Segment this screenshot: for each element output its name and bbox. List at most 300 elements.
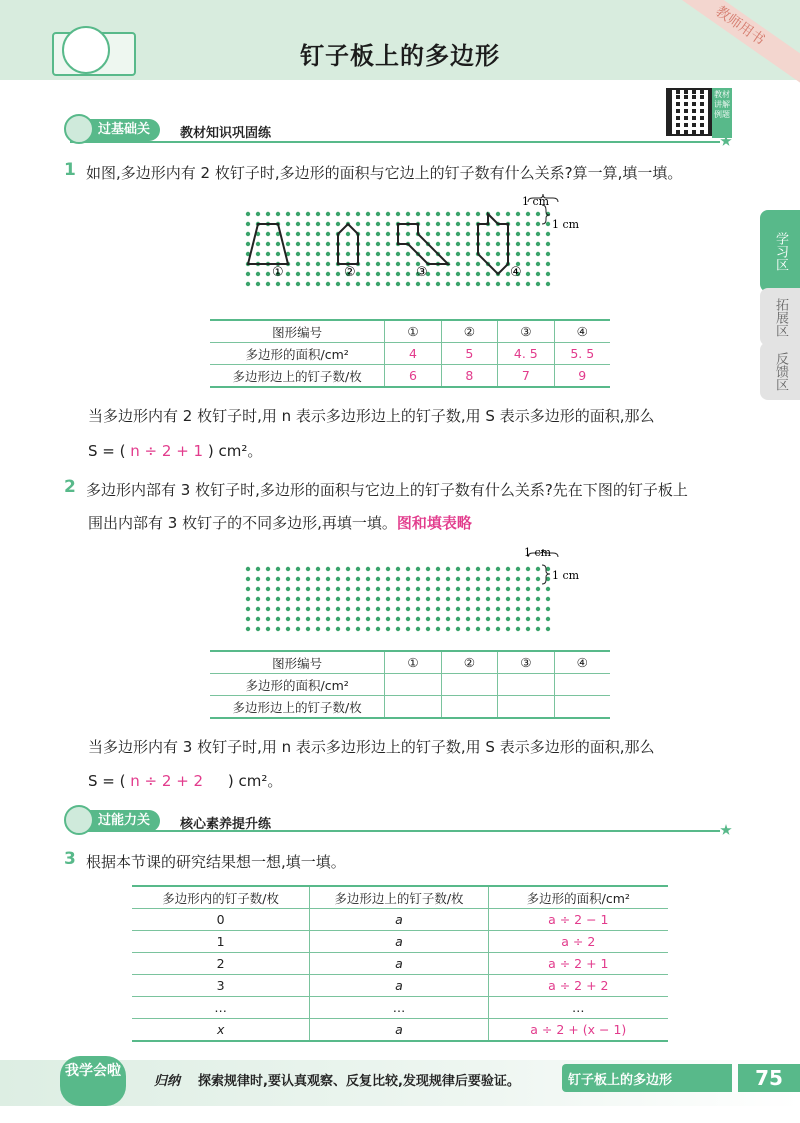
nail-dot — [376, 272, 380, 276]
nail-dot — [386, 587, 390, 591]
nail-dot — [376, 212, 380, 216]
nail-dot — [546, 272, 550, 276]
question-number: 3 — [64, 849, 76, 869]
nail-dot — [366, 222, 370, 226]
table-cell[interactable] — [441, 696, 497, 719]
q2-table — [210, 650, 610, 719]
nail-dot — [446, 252, 450, 256]
nail-dot — [256, 607, 260, 611]
nail-dot — [496, 252, 500, 256]
nail-dot — [406, 627, 410, 631]
nail-dot — [456, 222, 460, 226]
nail-dot — [376, 242, 380, 246]
nail-dot — [376, 567, 380, 571]
nail-dot — [486, 282, 490, 286]
nail-dot — [356, 597, 360, 601]
nail-dot — [396, 577, 400, 581]
nail-dot — [296, 262, 300, 266]
table-cell[interactable] — [441, 674, 497, 696]
nail-dot — [326, 262, 330, 266]
nail-dot — [356, 587, 360, 591]
nail-dot — [286, 627, 290, 631]
nail-dot — [356, 617, 360, 621]
nail-dot — [376, 222, 380, 226]
nail-dot — [496, 627, 500, 631]
nail-dot — [316, 232, 320, 236]
nail-dot — [446, 242, 450, 246]
nail-dot — [426, 587, 430, 591]
table-cell: a — [310, 931, 488, 953]
nail-dot — [246, 617, 250, 621]
nail-dot — [396, 607, 400, 611]
table-row — [132, 931, 668, 953]
nail-dot — [286, 282, 290, 286]
nail-dot — [426, 577, 430, 581]
nail-dot — [326, 597, 330, 601]
table-cell: … — [488, 997, 668, 1019]
nail-dot — [296, 607, 300, 611]
nail-dot — [286, 597, 290, 601]
nail-dot — [476, 627, 480, 631]
tab-expand[interactable]: 拓展区 — [760, 288, 800, 346]
nail-dot — [256, 212, 260, 216]
nail-dot — [516, 212, 520, 216]
nail-dot — [356, 577, 360, 581]
nail-dot — [366, 607, 370, 611]
nail-dot — [546, 262, 550, 266]
table-cell: 1 — [132, 931, 310, 953]
table-cell: 7 — [498, 365, 554, 388]
nail-dot — [416, 242, 420, 246]
nail-dot — [486, 607, 490, 611]
nail-dot — [286, 587, 290, 591]
nail-dot — [436, 242, 440, 246]
nail-dot — [346, 232, 350, 236]
nail-dot — [436, 617, 440, 621]
nail-dot — [376, 577, 380, 581]
nail-dot — [366, 597, 370, 601]
nail-dot — [436, 272, 440, 276]
nail-dot — [486, 232, 490, 236]
nail-dots — [246, 212, 550, 286]
nail-dot — [516, 627, 520, 631]
footer-badge: 我学会啦 — [60, 1056, 126, 1106]
table-cell: 6 — [385, 365, 441, 388]
nail-dot — [446, 607, 450, 611]
table-cell[interactable] — [498, 674, 554, 696]
q1-conclusion: 当多边形内有 2 枚钉子时,用 n 表示多边形边上的钉子数,用 S 表示多边形的面积,那么 — [88, 407, 655, 425]
nail-dot — [256, 577, 260, 581]
nail-dot — [396, 597, 400, 601]
table-cell[interactable] — [498, 696, 554, 719]
nail-dot — [386, 597, 390, 601]
nail-dot — [516, 577, 520, 581]
nail-dot — [286, 232, 290, 236]
nail-dot — [476, 567, 480, 571]
table-row — [132, 975, 668, 997]
nail-dot — [276, 627, 280, 631]
nail-dot — [436, 597, 440, 601]
nail-dot — [296, 567, 300, 571]
table-cell[interactable] — [385, 674, 441, 696]
nail-dot — [286, 212, 290, 216]
nail-dot — [376, 597, 380, 601]
nail-dot — [496, 262, 500, 266]
nail-dot — [316, 222, 320, 226]
nail-dot — [456, 577, 460, 581]
nail-dot — [406, 252, 410, 256]
nail-dot — [346, 242, 350, 246]
question-text-line2: 围出内部有 3 枚钉子的不同多边形,再填一填。图和填表略 — [88, 514, 472, 532]
question-text: 多边形内部有 3 枚钉子时,多边形的面积与它边上的钉子数有什么关系?先在下图的钉子板上 — [86, 481, 688, 499]
qr-code-icon[interactable] — [666, 88, 714, 136]
nail-dot — [326, 212, 330, 216]
nail-dot — [436, 607, 440, 611]
nail-dot — [456, 617, 460, 621]
nail-dot — [486, 597, 490, 601]
question-number: 2 — [64, 477, 76, 497]
nail-dot — [336, 617, 340, 621]
table-cell: a ÷ 2 + (x − 1) — [488, 1019, 668, 1042]
table-cell[interactable] — [385, 696, 441, 719]
nail-dot — [346, 587, 350, 591]
nail-dot — [386, 232, 390, 236]
table-cell: 0 — [132, 909, 310, 931]
nail-dot — [536, 222, 540, 226]
nail-dot — [286, 242, 290, 246]
nail-dot — [336, 587, 340, 591]
summary-label: 归纳 — [154, 1074, 181, 1089]
nail-dot — [446, 222, 450, 226]
question-number: 1 — [64, 160, 76, 180]
nail-dot — [336, 607, 340, 611]
nail-dot — [346, 212, 350, 216]
nail-dot — [346, 282, 350, 286]
nail-dot — [546, 607, 550, 611]
mascot-icon — [64, 114, 94, 144]
nail-dot — [266, 627, 270, 631]
nail-dot — [266, 212, 270, 216]
nail-dot — [326, 252, 330, 256]
nail-dot — [446, 232, 450, 236]
nail-dot — [426, 627, 430, 631]
nail-dot — [286, 617, 290, 621]
nail-dot — [536, 272, 540, 276]
nail-dot — [466, 232, 470, 236]
nail-dot — [536, 617, 540, 621]
row-label: 多边形边上的钉子数/枚 — [210, 365, 385, 388]
nail-dot — [406, 607, 410, 611]
table-row — [132, 997, 668, 1019]
q2-formula: S = ( n ÷ 2 + 2 ) cm²。 — [88, 772, 283, 790]
nail-dot — [506, 577, 510, 581]
nail-dot — [536, 252, 540, 256]
nail-dot — [286, 577, 290, 581]
nail-dot — [346, 567, 350, 571]
question-text: 根据本节课的研究结果想一想,填一填。 — [86, 853, 346, 871]
nail-dot — [466, 577, 470, 581]
nail-dot — [336, 272, 340, 276]
nail-dot — [306, 597, 310, 601]
nail-dot — [476, 262, 480, 266]
nail-dot — [266, 242, 270, 246]
table-header: ③ — [498, 320, 554, 343]
nail-dot — [386, 567, 390, 571]
nail-dot — [486, 617, 490, 621]
nail-dot — [306, 242, 310, 246]
nail-dot — [446, 617, 450, 621]
nail-dot — [306, 282, 310, 286]
table-cell: a ÷ 2 — [488, 931, 668, 953]
nail-dot — [346, 597, 350, 601]
table-cell: 5. 5 — [554, 343, 610, 365]
nail-dot — [456, 242, 460, 246]
nail-dot — [296, 577, 300, 581]
nail-dot — [336, 222, 340, 226]
nail-dot — [456, 272, 460, 276]
tab-feedback[interactable]: 反馈区 — [760, 342, 800, 400]
nail-dot — [426, 567, 430, 571]
nail-dot — [356, 222, 360, 226]
nail-dot — [386, 262, 390, 266]
nail-dot — [286, 567, 290, 571]
nail-dot — [526, 262, 530, 266]
nail-dot — [296, 272, 300, 276]
nail-dot — [536, 587, 540, 591]
nail-dot — [256, 272, 260, 276]
page-title: 钉子板上的多边形 — [300, 42, 500, 70]
nail-dot — [516, 567, 520, 571]
nail-dot — [406, 617, 410, 621]
nail-dot — [356, 627, 360, 631]
nail-dot — [466, 607, 470, 611]
nail-dot — [356, 607, 360, 611]
nail-dot — [406, 567, 410, 571]
nail-dot — [406, 282, 410, 286]
nail-dot — [446, 587, 450, 591]
nail-dot — [266, 617, 270, 621]
nail-dot — [436, 627, 440, 631]
nail-dot — [436, 232, 440, 236]
nail-dot — [366, 272, 370, 276]
shape-4 — [478, 214, 508, 274]
section-subtitle-basic: 教材知识巩固练 — [180, 126, 272, 141]
nail-dot — [406, 212, 410, 216]
nail-dot — [496, 577, 500, 581]
nail-dot — [446, 597, 450, 601]
tab-study[interactable]: 学习区 — [760, 210, 800, 292]
nail-dot — [256, 252, 260, 256]
nail-dot — [246, 577, 250, 581]
nail-dot — [296, 212, 300, 216]
nail-dot — [406, 262, 410, 266]
section-title-basic: 过基础关 — [70, 119, 160, 141]
nail-dot — [416, 282, 420, 286]
unit-label-v: 1 cm — [552, 569, 580, 582]
nail-dot — [246, 597, 250, 601]
nail-dot — [406, 232, 410, 236]
table-header: 多边形边上的钉子数/枚 — [310, 886, 488, 909]
nail-dot — [326, 587, 330, 591]
table-header: ② — [441, 651, 497, 674]
nail-dot — [356, 282, 360, 286]
table-header: ① — [385, 320, 441, 343]
nail-dot — [536, 282, 540, 286]
row-label: 多边形的面积/cm² — [210, 674, 385, 696]
nail-dot — [326, 272, 330, 276]
nail-dot — [386, 222, 390, 226]
nail-dot — [376, 627, 380, 631]
nail-dot — [446, 212, 450, 216]
nail-dot — [366, 627, 370, 631]
nail-dot — [396, 272, 400, 276]
nail-dot — [266, 272, 270, 276]
nail-dot — [476, 272, 480, 276]
nail-dot — [276, 587, 280, 591]
nail-dot — [546, 597, 550, 601]
nail-dot — [326, 567, 330, 571]
nail-dot — [456, 282, 460, 286]
nail-dot — [306, 567, 310, 571]
nail-dot — [266, 252, 270, 256]
nail-dot — [246, 587, 250, 591]
section-subtitle-ability: 核心素养提升练 — [180, 817, 272, 832]
nail-dot — [326, 607, 330, 611]
table-row — [210, 343, 610, 365]
corner-label: 教师用书 — [651, 0, 800, 93]
shape-label-1: ① — [272, 265, 284, 280]
nail-dot — [476, 212, 480, 216]
nail-dot — [456, 587, 460, 591]
nail-dot — [406, 577, 410, 581]
nail-dot — [526, 567, 530, 571]
table-header: 图形编号 — [210, 651, 385, 674]
table-row — [210, 696, 610, 719]
nail-dot — [256, 627, 260, 631]
nail-dot — [306, 212, 310, 216]
table-cell: 2 — [132, 953, 310, 975]
nail-dot — [386, 212, 390, 216]
table-row — [132, 1019, 668, 1042]
nail-dot — [486, 567, 490, 571]
nail-dot — [276, 567, 280, 571]
table-cell[interactable] — [554, 696, 610, 719]
nail-dot — [486, 587, 490, 591]
nail-dot — [456, 232, 460, 236]
q2-answer: n ÷ 2 + 2 — [130, 772, 204, 790]
table-row — [132, 953, 668, 975]
nail-dot — [396, 617, 400, 621]
table-cell: a — [310, 953, 488, 975]
nail-dot — [496, 587, 500, 591]
table-cell: 4 — [385, 343, 441, 365]
table-row — [210, 674, 610, 696]
nail-dot — [526, 252, 530, 256]
nail-dot — [536, 607, 540, 611]
nail-dot — [296, 587, 300, 591]
nail-dot — [296, 627, 300, 631]
nail-dot — [306, 272, 310, 276]
nail-dot — [526, 607, 530, 611]
nail-dot — [436, 567, 440, 571]
nail-dot — [296, 232, 300, 236]
nail-dot — [546, 587, 550, 591]
nail-dot — [486, 627, 490, 631]
nail-dot — [506, 282, 510, 286]
nail-dot — [536, 242, 540, 246]
nail-dot — [316, 627, 320, 631]
nail-dot — [516, 597, 520, 601]
nail-dot — [316, 617, 320, 621]
nail-dot — [356, 272, 360, 276]
nail-dot — [516, 607, 520, 611]
nail-dot — [326, 282, 330, 286]
nail-dot — [496, 282, 500, 286]
nail-dot — [306, 222, 310, 226]
nail-dot — [266, 282, 270, 286]
nail-dot — [246, 212, 250, 216]
nail-dot — [366, 242, 370, 246]
nail-dot — [336, 282, 340, 286]
nail-dot — [496, 242, 500, 246]
table-cell: a ÷ 2 + 2 — [488, 975, 668, 997]
table-cell: … — [310, 997, 488, 1019]
table-cell: a — [310, 1019, 488, 1042]
nail-dot — [316, 212, 320, 216]
nail-dot — [416, 617, 420, 621]
nail-dot — [426, 607, 430, 611]
nail-dot — [466, 567, 470, 571]
nail-dot — [476, 282, 480, 286]
nail-dot — [316, 567, 320, 571]
nail-dot — [426, 232, 430, 236]
nail-dot — [426, 597, 430, 601]
nail-dot — [306, 587, 310, 591]
nail-dot — [446, 282, 450, 286]
nail-dot — [506, 617, 510, 621]
nail-dot — [246, 272, 250, 276]
nail-dot — [466, 627, 470, 631]
nail-dot — [496, 617, 500, 621]
nail-dot — [306, 232, 310, 236]
table-row — [132, 886, 668, 909]
nail-dot — [276, 242, 280, 246]
nail-dot — [396, 262, 400, 266]
nail-dot — [506, 597, 510, 601]
nail-dot — [266, 597, 270, 601]
q3-table — [132, 885, 668, 1042]
nail-dot — [496, 232, 500, 236]
nail-dot — [396, 567, 400, 571]
nail-dot — [256, 587, 260, 591]
nail-dot — [456, 567, 460, 571]
nail-dot — [406, 272, 410, 276]
row-label: 多边形的面积/cm² — [210, 343, 385, 365]
nail-dot — [466, 282, 470, 286]
nail-dot — [326, 222, 330, 226]
nail-dot — [336, 597, 340, 601]
nail-dot — [386, 252, 390, 256]
section-title-ability: 过能力关 — [70, 810, 160, 832]
nail-dot — [416, 607, 420, 611]
nail-dot — [526, 282, 530, 286]
nail-dot — [416, 567, 420, 571]
nail-dot — [396, 587, 400, 591]
nail-dot — [286, 272, 290, 276]
table-cell[interactable] — [554, 674, 610, 696]
nail-dot — [526, 272, 530, 276]
nail-dot — [526, 617, 530, 621]
